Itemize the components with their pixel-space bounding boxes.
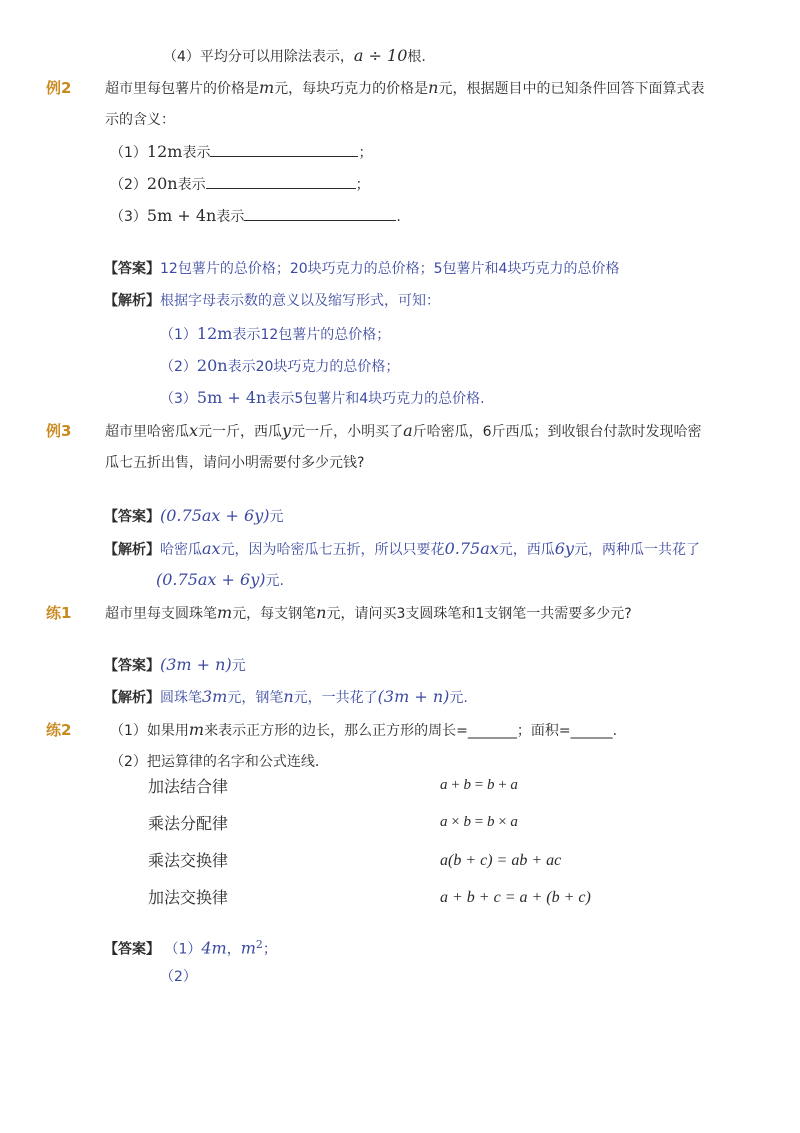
text: 元一斤，小明买了 [291, 424, 404, 440]
example-2-analysis [104, 291, 440, 311]
example-2-question-line2: 示的含义： [105, 112, 175, 128]
example-2-item-3 [110, 206, 401, 227]
example-2-analysis-item-3 [160, 388, 485, 409]
perimeter-blank[interactable]: _______ [467, 723, 517, 739]
practice-2-question-2 [110, 752, 319, 772]
math-expression: 20n [146, 174, 178, 193]
math-expression: 20n [196, 356, 228, 375]
answer-label: 【答案】 [104, 941, 160, 958]
answer-unit: 元 [269, 509, 284, 525]
example-2-item-2 [110, 174, 370, 195]
sym: b [486, 814, 495, 830]
law-item[interactable]: 乘法分配律 [148, 814, 229, 833]
item-suffix: 根. [407, 49, 426, 65]
text: 元，每块巧克力的价格是 [274, 81, 429, 97]
op: = [470, 814, 487, 830]
text: ； [358, 145, 373, 161]
example-2-analysis-item-2 [160, 356, 399, 377]
math-expression: (3m + n) [377, 687, 450, 706]
sym: a [440, 814, 448, 830]
law-item[interactable]: 加法结合律 [148, 777, 229, 796]
formula-item[interactable] [440, 811, 518, 833]
math-expression: n [283, 687, 294, 706]
text: 来表示正方形的边长，那么正方形的周长= [204, 723, 468, 739]
example-3-tag: 例3 [46, 422, 72, 440]
text: 哈密瓜 [160, 542, 202, 558]
math-expression: ax [202, 539, 221, 558]
math-expression: m [240, 938, 256, 958]
text: 超市里哈密瓜 [105, 424, 189, 440]
text: 元. [265, 573, 284, 589]
math-expression: 5m + 4n [146, 206, 217, 225]
practice-2-answer-2: （2） [160, 969, 197, 985]
text: 表示5包薯片和4块巧克力的总价格. [266, 391, 485, 407]
op: + [447, 777, 464, 793]
var-n: n [316, 603, 327, 622]
op: + [494, 777, 511, 793]
text: . [396, 209, 401, 225]
item-number: （2） [160, 359, 197, 375]
op: × [494, 814, 511, 830]
op: = [470, 777, 487, 793]
text: 元一斤，西瓜 [198, 424, 283, 440]
answer-text: 12包薯片的总价格；20块巧克力的总价格；5包薯片和4块巧克力的总价格 [160, 261, 620, 277]
var-m: m [259, 78, 275, 97]
text: 如果用 [146, 723, 189, 739]
math-expression: 4m [201, 938, 227, 958]
text: 元，根据题目中的已知条件回答下面算式表 [438, 81, 705, 97]
example-2-answer [104, 259, 619, 279]
var-n: n [428, 78, 439, 97]
item-number: （2） [110, 177, 147, 193]
practice-2-question-1 [110, 720, 617, 741]
practice-1-analysis [104, 687, 468, 708]
text: 元. [449, 690, 468, 706]
example-3-answer [104, 506, 283, 527]
item-text: 平均分可以用除法表示， [199, 49, 354, 65]
formula-item[interactable]: a + b + c = a + (b + c) [440, 889, 591, 906]
text: ； [355, 177, 370, 193]
sym: a [510, 814, 518, 830]
item-number: （4） [163, 49, 200, 65]
sym: a [440, 777, 448, 793]
answer-blank[interactable] [244, 206, 396, 221]
math-expression: 6y [554, 539, 574, 558]
example-3-analysis-line2 [156, 570, 284, 591]
text: 圆珠笔 [160, 690, 202, 706]
math-expression: (0.75ax + 6y) [156, 570, 266, 589]
math-expression: 12m [146, 142, 183, 161]
answer-blank[interactable] [210, 142, 358, 157]
practice-1-question [105, 603, 632, 624]
text: 超市里每包薯片的价格是 [105, 81, 259, 97]
practice-1-tag: 练1 [46, 604, 72, 622]
practice-2-answer-1 [104, 935, 277, 960]
answer-unit: 元 [231, 658, 246, 674]
answer-blank[interactable] [206, 174, 356, 189]
item-number: （1） [110, 145, 147, 161]
math-expression: 5m + 4n [196, 388, 267, 407]
text: ， [226, 941, 241, 958]
item-number: （2） [110, 754, 147, 770]
practice-1-answer [104, 655, 246, 676]
math-expression: a ÷ 10 [353, 46, 408, 65]
formula-item[interactable]: a(b + c) = ab + ac [440, 852, 562, 869]
example-3-question-line2: 瓜七五折出售，请问小明需要付多少元钱? [105, 455, 365, 471]
text: . [612, 723, 618, 739]
sym: b [463, 814, 471, 830]
var-y: y [282, 421, 292, 440]
text: 表示 [216, 209, 245, 225]
sym: b [486, 777, 495, 793]
math-expression: 0.75ax [444, 539, 499, 558]
sym: b [463, 777, 471, 793]
text: 表示20块巧克力的总价格； [227, 359, 400, 375]
text: 表示12包薯片的总价格； [232, 327, 391, 343]
var-m: m [188, 720, 205, 739]
math-expression: 3m [202, 687, 228, 706]
exponent: 2 [255, 938, 263, 951]
example-3-analysis-line1 [104, 539, 700, 560]
example-2-question-line1 [105, 78, 704, 99]
text: 超市里每支圆珠笔 [105, 606, 217, 622]
text: 把运算律的名字和公式连线. [146, 754, 320, 770]
text: 斤哈密瓜，6斤西瓜；到收银台付款时发现哈密 [412, 424, 702, 440]
text: 元，请问买3支圆珠笔和1支钢笔一共需要多少元? [326, 606, 632, 622]
area-blank[interactable]: ______ [570, 723, 613, 739]
sym: a [510, 777, 518, 793]
answer-label: 【答案】 [104, 658, 160, 674]
text: ； [262, 941, 277, 958]
var-x: x [189, 421, 199, 440]
text: 元，每支钢笔 [232, 606, 317, 622]
example-2-tag: 例2 [46, 79, 72, 97]
text: 表示 [177, 177, 206, 193]
law-item[interactable]: 加法交换律 [148, 888, 229, 907]
prev-item-4 [163, 46, 426, 67]
text: 元，一共花了 [293, 690, 378, 706]
analysis-label: 【解析】 [104, 690, 160, 706]
example-2-item-1 [110, 142, 372, 163]
var-a: a [403, 421, 413, 440]
text: 元，西瓜 [498, 542, 555, 558]
law-item[interactable]: 乘法交换律 [148, 851, 229, 870]
item-number: （3） [160, 391, 197, 407]
text: 元，两种瓜一共花了 [573, 542, 700, 558]
text: 元，因为哈密瓜七五折，所以只要花 [220, 542, 445, 558]
op: × [447, 814, 464, 830]
item-number: （3） [110, 209, 147, 225]
math-expression: (0.75ax + 6y) [160, 506, 270, 525]
item-number: （1） [164, 941, 202, 958]
var-m: m [217, 603, 233, 622]
practice-2-tag: 练2 [46, 721, 72, 739]
item-number: （1） [110, 723, 147, 739]
example-3-question-line1 [105, 421, 702, 442]
text: 元，钢笔 [227, 690, 284, 706]
answer-label: 【答案】 [104, 261, 160, 277]
analysis-text: 根据字母表示数的意义以及缩写形式，可知： [160, 293, 440, 309]
example-2-analysis-item-1 [160, 324, 390, 345]
math-expression: 12m [196, 324, 233, 343]
analysis-label: 【解析】 [104, 542, 160, 558]
text: ；面积= [516, 723, 571, 739]
formula-item[interactable] [440, 774, 518, 796]
item-number: （1） [160, 327, 197, 343]
math-expression: (3m + n) [160, 655, 232, 674]
answer-label: 【答案】 [104, 509, 160, 525]
text: 表示 [182, 145, 211, 161]
analysis-label: 【解析】 [104, 293, 160, 309]
